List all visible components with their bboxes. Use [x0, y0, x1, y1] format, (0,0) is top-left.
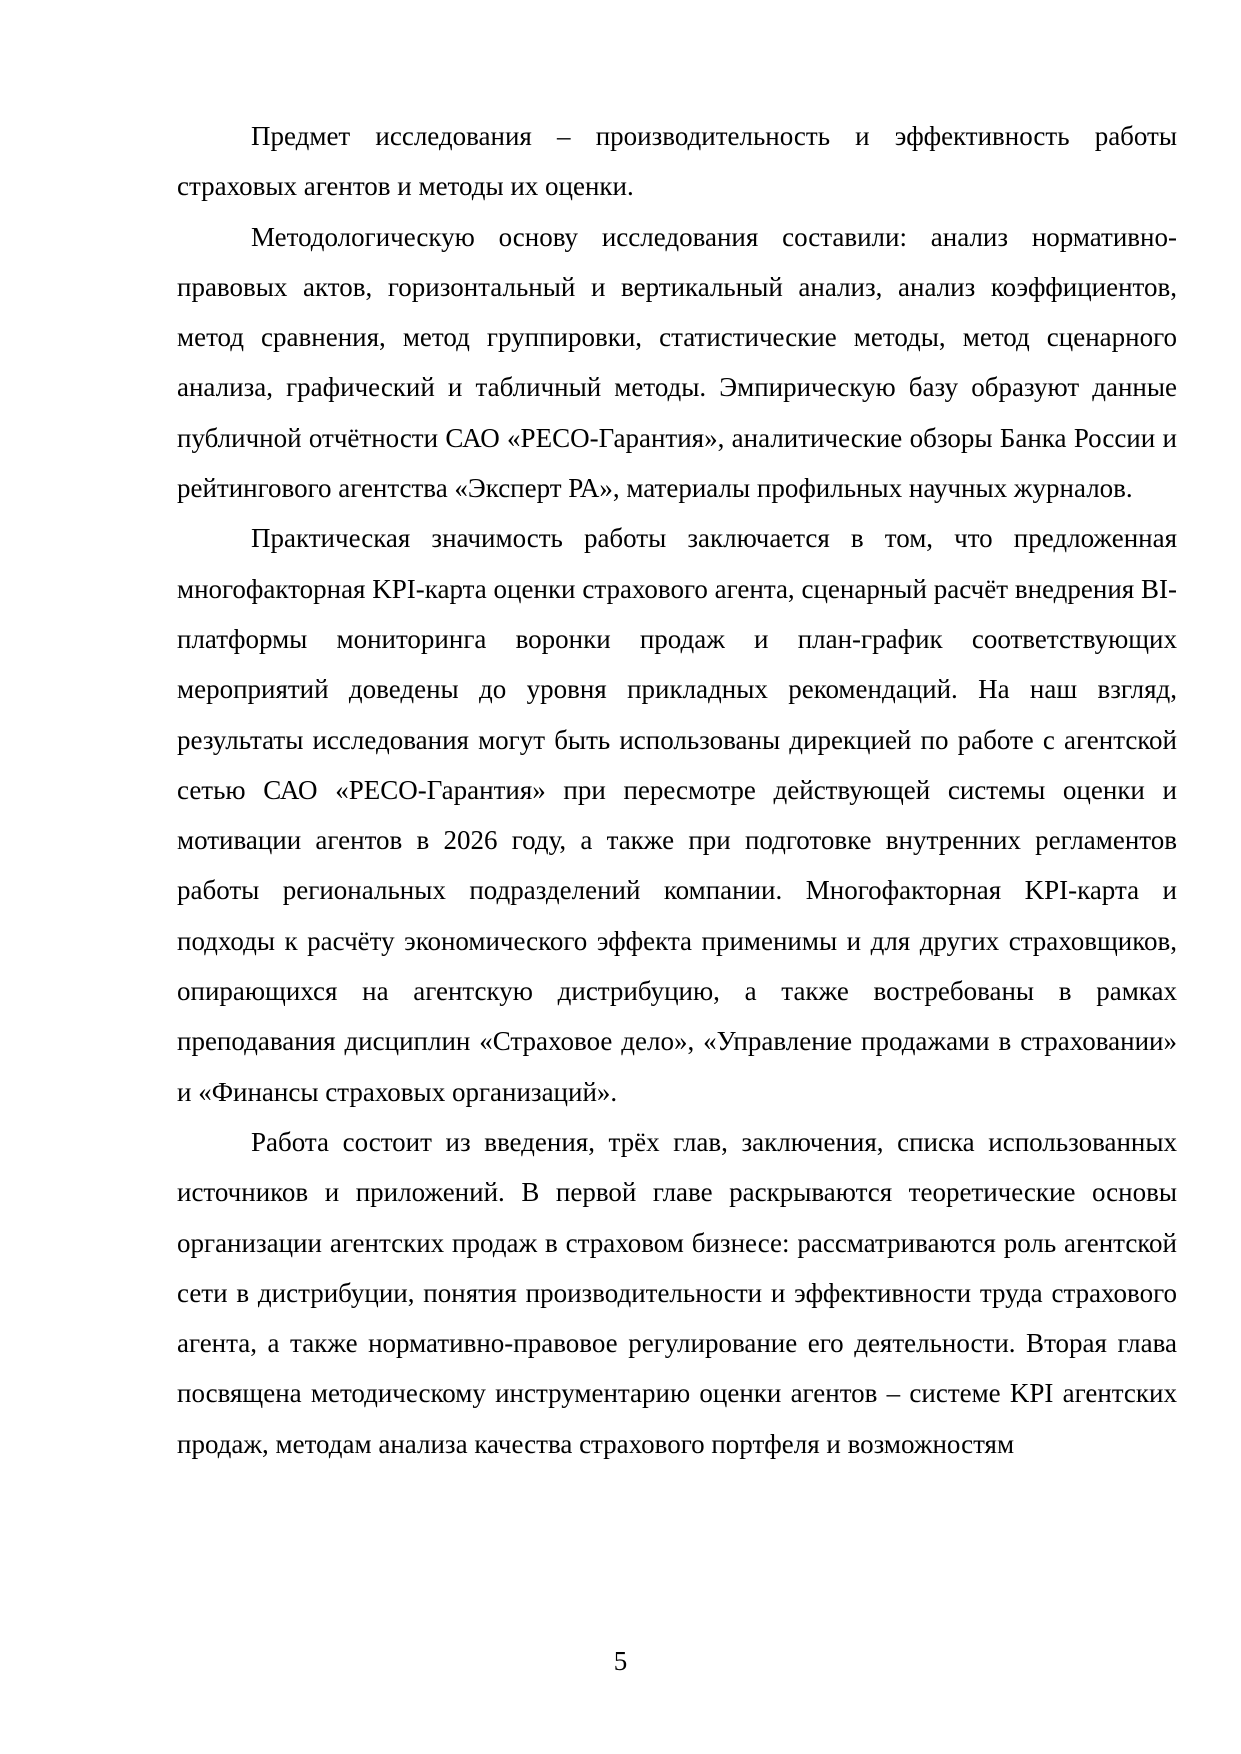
paragraph-structure: Работа состоит из введения, трёх глав, заключения, списка использованных источников и приложений. В первой главе раскрываются теоретические основы организации агентских продаж в страховом бизнесе: рассматриваются роль агентской сети в дистрибуции, понятия производительности и эффективности труда страхового агента, а также нормативно-правовое регулирование его деятельности. Вторая глава посвящена методическому инструментарию оценки агентов – системе KPI агентских продаж, методам анализа качества страхового портфеля и возможностям [177, 1126, 1177, 1459]
page-number: 5 [613, 1646, 628, 1676]
paragraph-research-subject: Предмет исследования – производительность и эффективность работы страховых агентов и методы их оценки. [177, 121, 1177, 202]
document-body [177, 111, 1177, 1469]
paragraph-practical-significance: Практическая значимость работы заключается в том, что предложенная многофакторная KPI-карта оценки страхового агента, сценарный расчёт внедрения BI-платформы мониторинга воронки продаж и план-график соответствующих мероприятий доведены до уровня прикладных рекомендаций. На наш взгляд, результаты исследования могут быть использованы дирекцией по работе с агентской сетью САО «РЕСО-Гарантия» при пересмотре действующей системы оценки и мотивации агентов в 2026 году, а также при подготовке внутренних регламентов работы региональных подразделений компании. Многофакторная KPI-карта и подходы к расчёту экономического эффекта применимы и для других страховщиков, опирающихся на агентскую дистрибуцию, а также востребованы в рамках преподавания дисциплин «Страховое дело», «Управление продажами в страховании» и «Финансы страховых организаций». [177, 523, 1177, 1107]
paragraph-methodology: Методологическую основу исследования составили: анализ нормативно-правовых актов, горизонтальный и вертикальный анализ, анализ коэффициентов, метод сравнения, метод группировки, статистические методы, метод сценарного анализа, графический и табличный методы. Эмпирическую базу образуют данные публичной отчётности САО «РЕСО-Гарантия», аналитические обзоры Банка России и рейтингового агентства «Эксперт РА», материалы профильных научных журналов. [177, 221, 1177, 504]
